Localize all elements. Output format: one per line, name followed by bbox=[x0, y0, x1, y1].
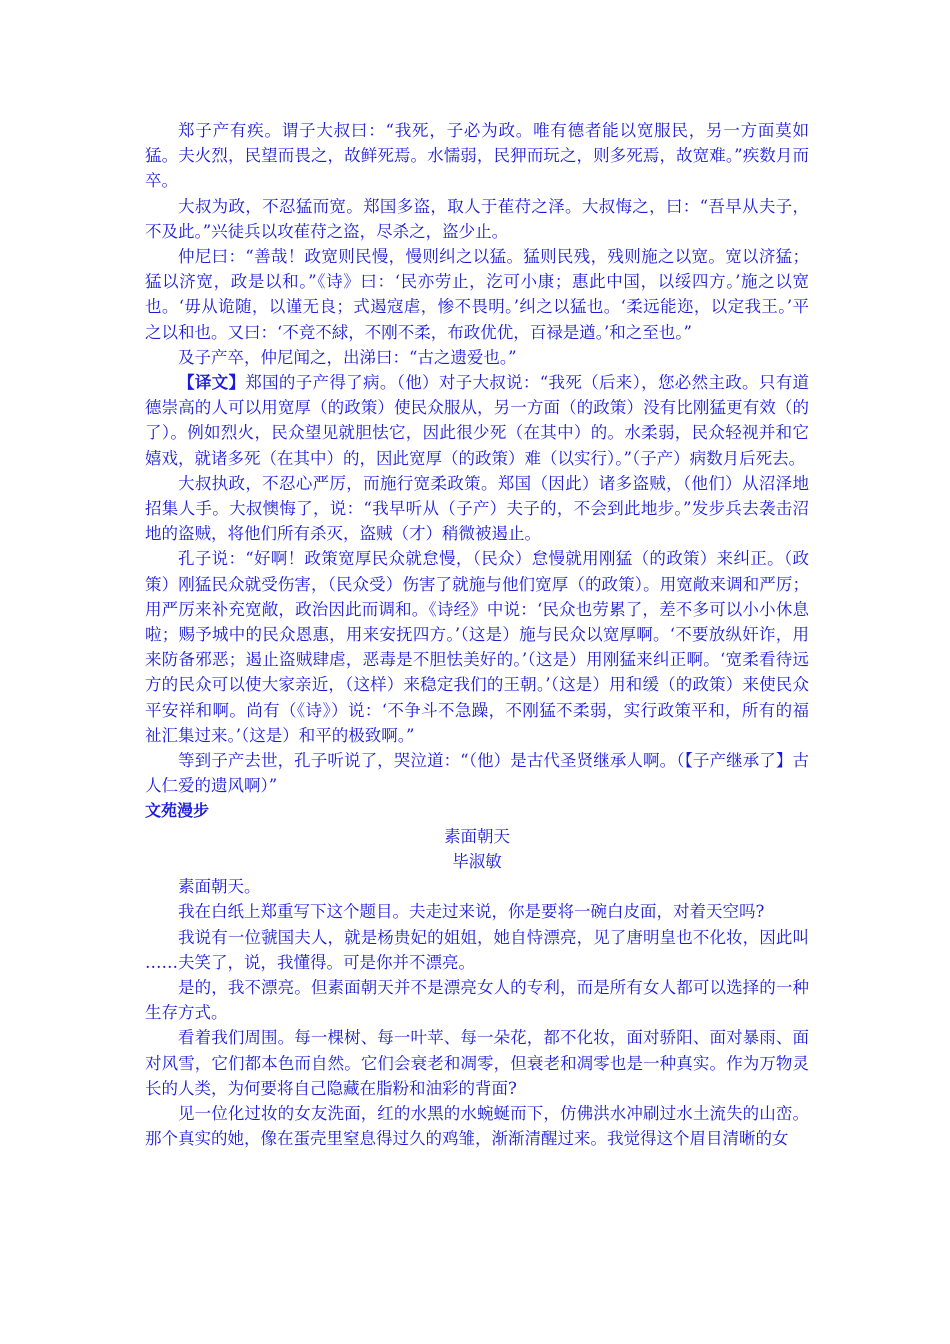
section-heading: 文苑漫步 bbox=[145, 801, 210, 821]
translation-paragraph-2: 大叔执政，不忍心严厉，而施行宽柔政策。郑国（因此）诸多盗贼，（他们）从沼泽地招集人手。大叔懊悔了，说：“我早听从（子产）夫子的，不会到此地步。”发步兵去袭击沼地的盗贼，将他们所有杀灭，盗贼（才）稍微被遏止。 bbox=[145, 473, 809, 544]
translation-paragraph-1 bbox=[145, 370, 809, 471]
translation-text-1: 郑国的子产得了病。（他）对子大叔说：“我死（后来），您必然主政。只有道德崇高的人可以用宽厚（的政策）使民众服从，另一方面（的政策）没有比刚猛更有效（的了）。例如烈火，民众望见就胆怯它，因此很少死（在其中）的。水柔弱，民众轻视并和它嬉戏，就诸多死（在其中）的，因此宽厚（的政策）难（以实行）。”（子产）病数月后死去。 bbox=[145, 373, 810, 468]
essay-paragraph-4: 是的，我不漂亮。但素面朝天并不是漂亮女人的专利，而是所有女人都可以选择的一种生存方式。 bbox=[145, 977, 809, 1023]
essay-author: 毕淑敏 bbox=[452, 851, 502, 871]
translation-paragraph-3: 孔子说：“好啊！政策宽厚民众就怠慢，（民众）怠慢就用刚猛（的政策）来纠正。（政策）刚猛民众就受伤害，（民众受）伤害了就施与他们宽厚（的政策）。用宽敞来调和严厉；用严厉来补充宽敞，政治因此而调和。《诗经》中说：‘民众也劳累了，差不多可以小小休息啦；赐予城中的民众恩惠，用来安抚四方。’（这是）施与民众以宽厚啊。‘不要放纵奸诈，用来防备邪恶；遏止盗贼肆虐，恶毒是不胆怯美好的。’（这是）用刚猛来纠正啊。‘宽柔看待远方的民众可以使大家亲近，（这样）来稳定我们的王朝。’（这是）用和缓（的政策）来使民众平安祥和啊。尚有（《诗》）说：‘不争斗不急躁，不刚猛不柔弱，实行政策平和，所有的福祉汇集过来。’（这是）和平的极致啊。” bbox=[145, 549, 809, 745]
translation-label: 【译文】 bbox=[178, 373, 246, 393]
classical-paragraph-4: 及子产卒，仲尼闻之，出涕曰：“古之遗爱也。” bbox=[178, 347, 517, 367]
essay-title: 素面朝天 bbox=[444, 826, 510, 846]
essay-paragraph-5: 看着我们周围。每一棵树、每一叶苹、每一朵花，都不化妆，面对骄阳、面对暴雨、面对风雪，它们都本色而自然。它们会衰老和凋零，但衰老和凋零也是一种真实。作为万物灵长的人类，为何要将自己隐藏在脂粉和油彩的背面? bbox=[145, 1028, 809, 1098]
translation-paragraph-4: 等到子产去世，孔子听说了，哭泣道：“（他）是古代圣贤继承人啊。（【子产继承了】古人仁爱的遗风啊）” bbox=[145, 751, 809, 796]
document-page bbox=[145, 118, 809, 1151]
essay-paragraph-6: 见一位化过妆的女友洗面，红的水黑的水蜿蜒而下，仿佛洪水冲刷过水土流失的山峦。那个真实的她，像在蛋壳里窒息得过久的鸡雏，渐渐清醒过来。我觉得这个眉目清晰的女 bbox=[145, 1103, 809, 1149]
classical-paragraph-1: 郑子产有疾。谓子大叔曰：“我死，子必为政。唯有德者能以宽服民，另一方面莫如猛。夫火烈，民望而畏之，故鲜死焉。水懦弱，民狎而玩之，则多死焉，故宽难。”疾数月而卒。 bbox=[145, 121, 809, 191]
classical-paragraph-3: 仲尼曰：“善哉！政宽则民慢，慢则纠之以猛。猛则民残，残则施之以宽。宽以济猛；猛以济宽，政是以和。”《诗》曰：‘民亦劳止，汔可小康；惠此中国，以绥四方。’施之以宽也。‘毋从诡随，以谨无良；式遏寇虐，惨不畏明。’纠之以猛也。‘柔远能迩，以定我王。’平之以和也。又曰：‘不竞不絿，不刚不柔，布政优优，百禄是遒。’和之至也。” bbox=[145, 247, 809, 342]
classical-paragraph-2: 大叔为政，不忍猛而宽。郑国多盗，取人于萑苻之泽。大叔悔之，曰：“吾早从夫子，不及此。”兴徒兵以攻萑苻之盗，尽杀之，盗少止。 bbox=[145, 196, 809, 241]
essay-paragraph-2: 我在白纸上郑重写下这个题目。夫走过来说，你是要将一碗白皮面，对着天空吗? bbox=[178, 902, 765, 922]
essay-paragraph-1: 素面朝天。 bbox=[178, 877, 261, 897]
essay-paragraph-3: 我说有一位虢国夫人，就是杨贵妃的姐姐，她自恃漂亮，见了唐明皇也不化妆，因此叫 ……夫笑了，说，我懂得。可是你并不漂亮。 bbox=[145, 927, 809, 972]
